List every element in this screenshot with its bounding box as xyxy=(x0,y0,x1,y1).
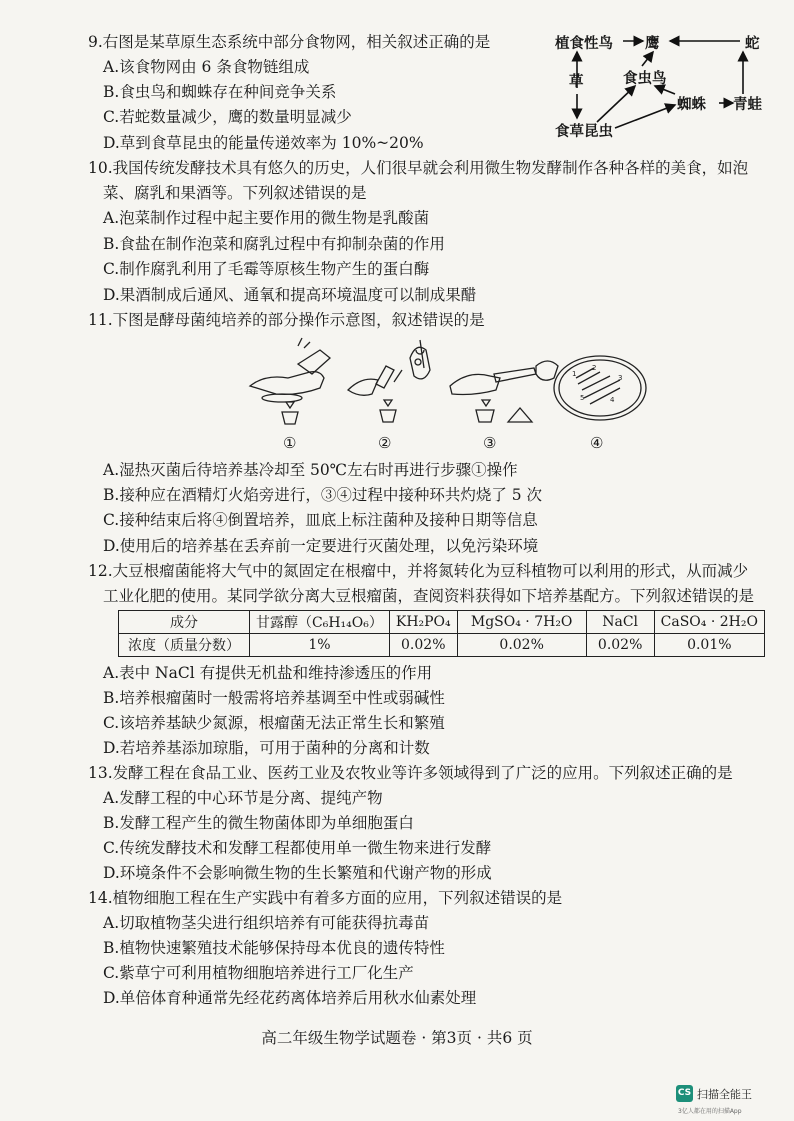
table-col-caso4: CaSO₄ · 2H₂O xyxy=(654,611,764,634)
q11-figure xyxy=(240,336,650,456)
q11-option-a: A.湿热灭菌后待培养基冷却至 50℃左右时再进行步骤①操作 xyxy=(103,461,518,479)
node-snake: 蛇 xyxy=(745,35,760,52)
table-header-label: 成分 xyxy=(119,611,250,634)
table-cell: 1% xyxy=(250,634,390,657)
q10-option-b: B.食盐在制作泡菜和腐乳过程中有抑制杂菌的作用 xyxy=(103,235,445,253)
table-cell: 0.02% xyxy=(457,634,586,657)
table-cell: 0.01% xyxy=(654,634,764,657)
table-cell: 0.02% xyxy=(586,634,654,657)
inoculation-steps-illustration xyxy=(240,336,650,432)
q12-option-c: C.该培养基缺少氮源，根瘤菌无法正常生长和繁殖 xyxy=(103,714,445,732)
q14-option-a: A.切取植物茎尖进行组织培养有可能获得抗毒苗 xyxy=(103,914,430,932)
node-insect-eating-bird: 食虫鸟 xyxy=(623,70,667,87)
plate-zone-2: 2 xyxy=(592,364,597,372)
q14-stem: 14.植物细胞工程在生产实践中有着多方面的应用，下列叙述错误的是 xyxy=(88,889,563,907)
q9-option-a: A.该食物网由 6 条食物链组成 xyxy=(103,58,310,76)
table-col-mgso4: MgSO₄ · 7H₂O xyxy=(457,611,586,634)
table-cell: 0.02% xyxy=(389,634,457,657)
q13-option-c: C.传统发酵技术和发酵工程都使用单一微生物来进行发酵 xyxy=(103,839,492,857)
q12-option-a: A.表中 NaCl 有提供无机盐和维持渗透压的作用 xyxy=(103,664,433,682)
q9-stem: 9.右图是某草原生态系统中部分食物网，相关叙述正确的是 xyxy=(88,33,491,51)
q10-stem-line2: 菜、腐乳和果酒等。下列叙述错误的是 xyxy=(103,184,367,202)
plate-zone-3: 3 xyxy=(618,374,623,382)
q13-option-d: D.环境条件不会影响微生物的生长繁殖和代谢产物的形成 xyxy=(103,864,492,882)
q14-option-d: D.单倍体育种通常先经花药离体培养后用秋水仙素处理 xyxy=(103,989,477,1007)
table-col-mannitol: 甘露醇（C₆H₁₄O₆） xyxy=(250,611,390,634)
q11-stem: 11.下图是酵母菌纯培养的部分操作示意图，叙述错误的是 xyxy=(88,311,485,329)
q9-option-b: B.食虫鸟和蜘蛛存在种间竞争关系 xyxy=(103,83,337,101)
q11-option-d: D.使用后的培养基在丢弃前一定要进行灭菌处理，以免污染环境 xyxy=(103,537,539,555)
plate-zone-5: 5 xyxy=(580,394,585,402)
q9-option-c: C.若蛇数量减少，鹰的数量明显减少 xyxy=(103,108,352,126)
q14-option-c: C.紫草宁可利用植物细胞培养进行工厂化生产 xyxy=(103,964,414,982)
q10-option-a: A.泡菜制作过程中起主要作用的微生物是乳酸菌 xyxy=(103,209,430,227)
table-row xyxy=(119,611,765,634)
q13-option-b: B.发酵工程产生的微生物菌体即为单细胞蛋白 xyxy=(103,814,414,832)
table-row-label: 浓度（质量分数） xyxy=(119,634,250,657)
q12-option-d: D.若培养基添加琼脂，可用于菌种的分离和计数 xyxy=(103,739,430,757)
medium-formula-table xyxy=(118,610,765,657)
watermark-tagline: 3亿人都在用的扫描App xyxy=(678,1108,742,1115)
q13-stem: 13.发酵工程在食品工业、医药工业及农牧业等许多领域得到了广泛的应用。下列叙述正确的是 xyxy=(88,764,733,782)
q12-option-b: B.培养根瘤菌时一般需将培养基调至中性或弱碱性 xyxy=(103,689,445,707)
figure-label-3: ③ xyxy=(483,434,497,452)
q12-stem-line1: 12.大豆根瘤菌能将大气中的氮固定在根瘤中，并将氮转化为豆科植物可以利用的形式，从而减少 xyxy=(88,562,749,580)
plate-zone-1: 1 xyxy=(572,370,577,378)
page-footer: 高二年级生物学试题卷 · 第3页 · 共6 页 xyxy=(261,1029,533,1047)
node-eagle: 鹰 xyxy=(645,35,660,52)
node-grass: 草 xyxy=(569,73,584,90)
plate-zone-4: 4 xyxy=(610,396,615,404)
q11-option-c: C.接种结束后将④倒置培养，皿底上标注菌种及接种日期等信息 xyxy=(103,511,538,529)
figure-label-1: ① xyxy=(283,434,297,452)
q10-option-c: C.制作腐乳利用了毛霉等原核生物产生的蛋白酶 xyxy=(103,260,430,278)
q9-option-d: D.草到食草昆虫的能量传递效率为 10%~20% xyxy=(103,134,424,152)
q14-option-b: B.植物快速繁殖技术能够保持母本优良的遗传特性 xyxy=(103,939,445,957)
watermark-name: 扫描全能王 xyxy=(697,1088,752,1101)
node-spider: 蜘蛛 xyxy=(677,96,706,113)
food-web-diagram xyxy=(555,30,775,145)
node-frog: 青蛙 xyxy=(733,96,762,113)
table-row xyxy=(119,634,765,657)
figure-label-4: ④ xyxy=(590,434,604,452)
figure-label-2: ② xyxy=(378,434,392,452)
q13-option-a: A.发酵工程的中心环节是分离、提纯产物 xyxy=(103,789,383,807)
node-plant-eating-bird: 植食性鸟 xyxy=(555,35,613,52)
node-herbivorous-insect: 食草昆虫 xyxy=(555,123,613,140)
camscanner-logo-icon: CS xyxy=(676,1085,693,1102)
table-col-kh2po4: KH₂PO₄ xyxy=(389,611,457,634)
q10-option-d: D.果酒制成后通风、通氧和提高环境温度可以制成果醋 xyxy=(103,286,477,304)
table-col-nacl: NaCl xyxy=(586,611,654,634)
q10-stem-line1: 10.我国传统发酵技术具有悠久的历史，人们很早就会利用微生物发酵制作各种各样的美食，如泡 xyxy=(88,159,749,177)
q11-option-b: B.接种应在酒精灯火焰旁进行，③④过程中接种环共灼烧了 5 次 xyxy=(103,486,543,504)
q12-stem-line2: 工业化肥的使用。某同学欲分离大豆根瘤菌，查阅资料获得如下培养基配方。下列叙述错误的是 xyxy=(103,587,755,605)
